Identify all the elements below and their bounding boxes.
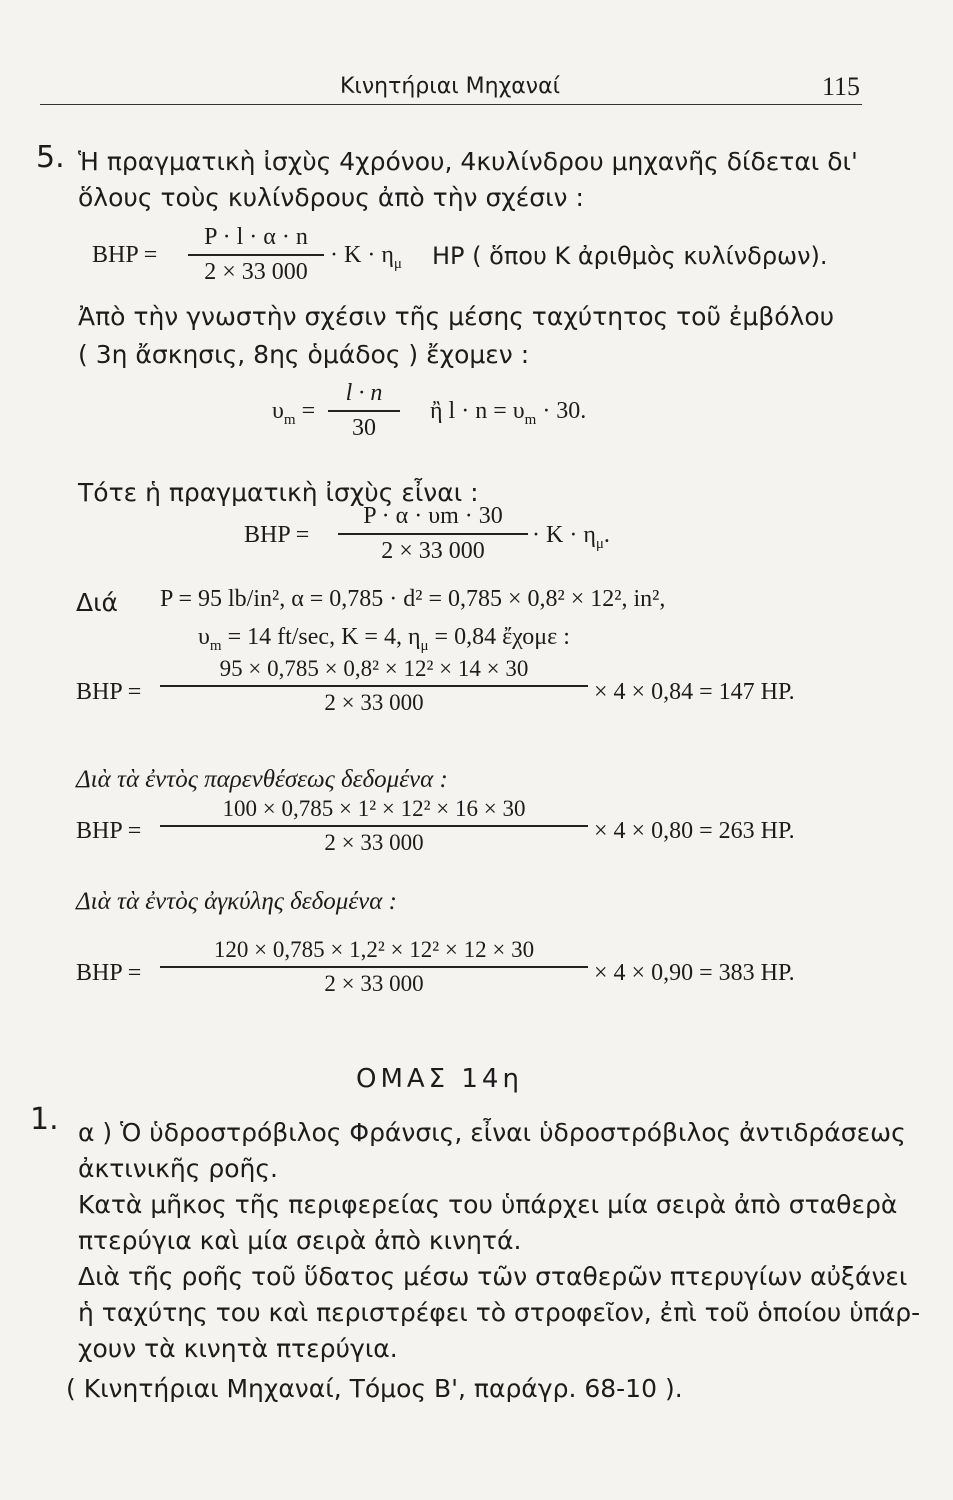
formula-note: HP ( ὅπου K ἀριθμὸς κυλίνδρων).	[432, 242, 828, 270]
problem-number: 5.	[36, 140, 65, 175]
text-line: α ) Ὁ ὑδροστρόβιλος Φράνσις, εἶναι ὑδροστρόβιλος ἀντιδράσεως	[78, 1118, 906, 1147]
text-line: χουν τὰ κινητὰ πτερύγια.	[78, 1334, 398, 1363]
problem-number: 1.	[30, 1102, 59, 1137]
fraction-numerator: 95 × 0,785 × 0,8² × 12² × 14 × 30	[219, 656, 529, 681]
fraction-bar	[160, 825, 588, 827]
text-line: ( 3η ἄσκησις, 8ης ὁμάδος ) ἔχομεν :	[78, 340, 530, 369]
data-line: $\upsilon_m = 14$ ft/sec, K = 4, $\eta_\mu = 0,84$ ἔχομε :	[198, 624, 570, 654]
fraction-numerator: P · l · α · n	[204, 224, 308, 250]
dia-label: Διά	[76, 588, 119, 617]
formula-lhs: $\upsilon_m$ =	[272, 398, 316, 428]
formula-fraction	[160, 656, 588, 716]
text-line: Διὰ τῆς ροῆς τοῦ ὕδατος μέσω τῶν σταθερῶν πτερυγίων αὐξάνει	[78, 1262, 908, 1291]
formula-term: ἢ $l \cdot n = \upsilon_m \cdot 30$.	[430, 398, 587, 428]
formula-fraction	[188, 224, 324, 286]
text-line: Τότε ἡ πραγματικὴ ἰσχὺς εἶναι :	[78, 478, 479, 507]
fraction-denominator: 2 × 33 000	[324, 970, 424, 996]
fraction-bar	[328, 410, 400, 412]
fraction-numerator: 100 × 0,785 × 1² × 12² × 16 × 30	[222, 796, 526, 821]
fraction-denominator: 2 × 33 000	[381, 537, 485, 564]
formula-term: · $K \cdot \eta_\mu$.	[532, 522, 610, 552]
formula-lhs: BHP =	[244, 522, 310, 548]
group-heading: ΟΜΑΣ 14η	[356, 1064, 523, 1094]
text-line: Κατὰ μῆκος τῆς περιφερείας του ὑπάρχει μία σειρὰ ἀπὸ σταθερὰ	[78, 1190, 898, 1219]
fraction-denominator: 2 × 33 000	[204, 258, 308, 285]
formula-lhs: BHP =	[92, 242, 158, 268]
fraction-numerator: 120 × 0,785 × 1,2² × 12² × 12 × 30	[213, 937, 535, 962]
fraction-bar	[188, 254, 324, 256]
page-number: 115	[822, 72, 861, 101]
formula-lhs: BHP =	[76, 818, 142, 844]
formula-lhs: BHP =	[76, 960, 142, 986]
formula-fraction	[160, 796, 588, 856]
text-line: πτερύγια καὶ μία σειρὰ ἀπὸ κινητά.	[78, 1226, 522, 1255]
fraction-numerator: l · n	[345, 380, 383, 406]
text-line: Ἀπὸ τὴν γνωστὴν σχέσιν τῆς μέσης ταχύτητος τοῦ ἐμβόλου	[78, 302, 835, 331]
formula-term: · $K \cdot \eta_\mu$	[330, 242, 402, 272]
formula-result: × 4 × 0,80 = 263 HP.	[594, 818, 795, 844]
fraction-bar	[338, 533, 528, 535]
fraction-denominator: 2 × 33 000	[324, 689, 424, 715]
fraction-bar	[160, 685, 588, 687]
section-label: Διὰ τὰ ἐντὸς ἀγκύλης δεδομένα :	[76, 888, 397, 915]
text-line: ἡ ταχύτης του καὶ περιστρέφει τὸ στροφεῖον, ἐπὶ τοῦ ὁποίου ὑπάρ-	[78, 1298, 921, 1327]
data-line: P = 95 lb/in², α = 0,785 · d² = 0,785 × 0,8² × 12², in²,	[160, 586, 666, 612]
fraction-denominator: 30	[352, 414, 376, 441]
section-label: Διὰ τὰ ἐντὸς παρενθέσεως δεδομένα :	[76, 766, 448, 793]
formula-result: × 4 × 0,90 = 383 HP.	[594, 960, 795, 986]
formula-lhs: BHP =	[76, 679, 142, 705]
text-line: Ἡ πραγματικὴ ἰσχὺς 4χρόνου, 4κυλίνδρου μηχανῆς δίδεται δι'	[78, 147, 858, 176]
fraction-numerator: P · α · υm · 30	[363, 503, 503, 529]
formula-fraction	[338, 503, 528, 565]
citation: ( Κινητήριαι Μηχαναί, Τόμος Β', παράγρ. 68-10 ).	[66, 1374, 683, 1403]
formula-fraction	[328, 380, 400, 442]
header-rule	[40, 104, 862, 105]
text-line: ἀκτινικῆς ροῆς.	[78, 1154, 278, 1183]
running-title: Κινητήριαι Μηχαναί	[340, 74, 561, 99]
fraction-denominator: 2 × 33 000	[324, 829, 424, 855]
fraction-bar	[160, 966, 588, 968]
formula-fraction	[160, 937, 588, 997]
formula-result: × 4 × 0,84 = 147 HP.	[594, 679, 795, 705]
text-line: ὅλους τοὺς κυλίνδρους ἀπὸ τὴν σχέσιν :	[78, 183, 584, 212]
